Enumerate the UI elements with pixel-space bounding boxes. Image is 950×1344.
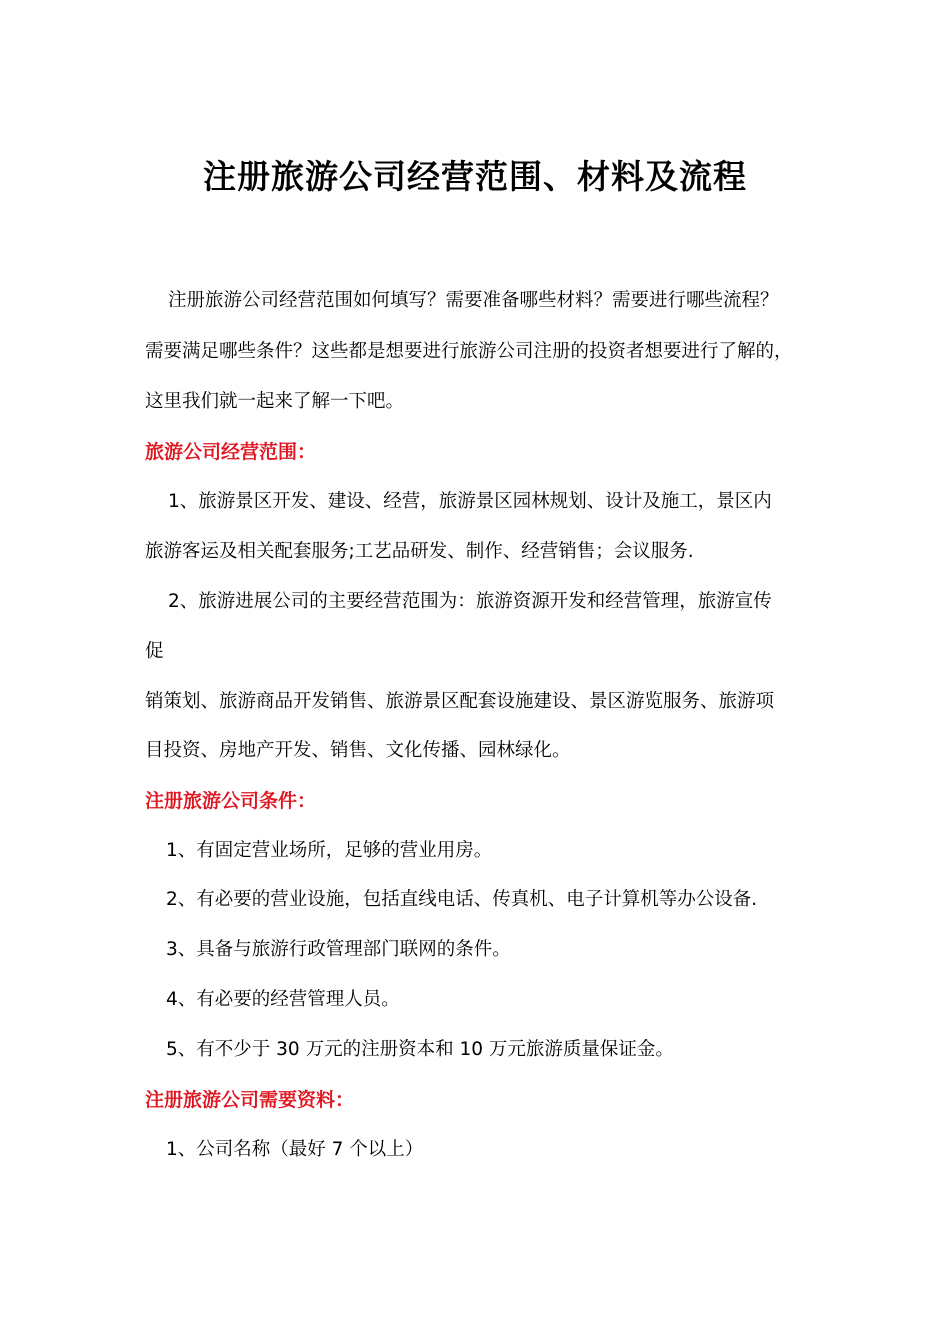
condition-item: 5、有不少于 30 万元的注册资本和 10 万元旅游质量保证金。 <box>166 1039 674 1060</box>
scope-line: 促 <box>145 641 164 662</box>
section-heading-scope: 旅游公司经营范围： <box>145 441 317 463</box>
condition-item: 3、具备与旅游行政管理部门联网的条件。 <box>166 939 511 960</box>
intro-line: 这里我们就一起来了解一下吧。 <box>145 391 405 412</box>
document-title: 注册旅游公司经营范围、材料及流程 <box>203 157 747 196</box>
section-heading-materials: 注册旅游公司需要资料： <box>145 1089 355 1111</box>
scope-line: 2、旅游进展公司的主要经营范围为：旅游资源开发和经营管理，旅游宣传 <box>168 591 772 612</box>
scope-line: 1、旅游景区开发、建设、经营，旅游景区园林规划、设计及施工，景区内 <box>168 491 772 512</box>
condition-item: 1、有固定营业场所，足够的营业用房。 <box>166 840 493 861</box>
scope-line: 销策划、旅游商品开发销售、旅游景区配套设施建设、景区游览服务、旅游项 <box>145 691 775 712</box>
condition-item: 2、有必要的营业设施，包括直线电话、传真机、电子计算机等办公设备. <box>166 889 758 910</box>
scope-line: 旅游客运及相关配套服务;工艺品研发、制作、经营销售；会议服务. <box>145 541 694 562</box>
scope-line: 目投资、房地产开发、销售、文化传播、园林绿化。 <box>145 740 571 761</box>
material-item: 1、公司名称（最好 7 个以上） <box>166 1139 424 1160</box>
intro-line: 注册旅游公司经营范围如何填写？需要准备哪些材料？需要进行哪些流程？ <box>168 290 779 311</box>
intro-line: 需要满足哪些条件？这些都是想要进行旅游公司注册的投资者想要进行了解的， <box>145 341 793 362</box>
section-heading-conditions: 注册旅游公司条件： <box>145 790 317 812</box>
condition-item: 4、有必要的经营管理人员。 <box>166 989 400 1010</box>
